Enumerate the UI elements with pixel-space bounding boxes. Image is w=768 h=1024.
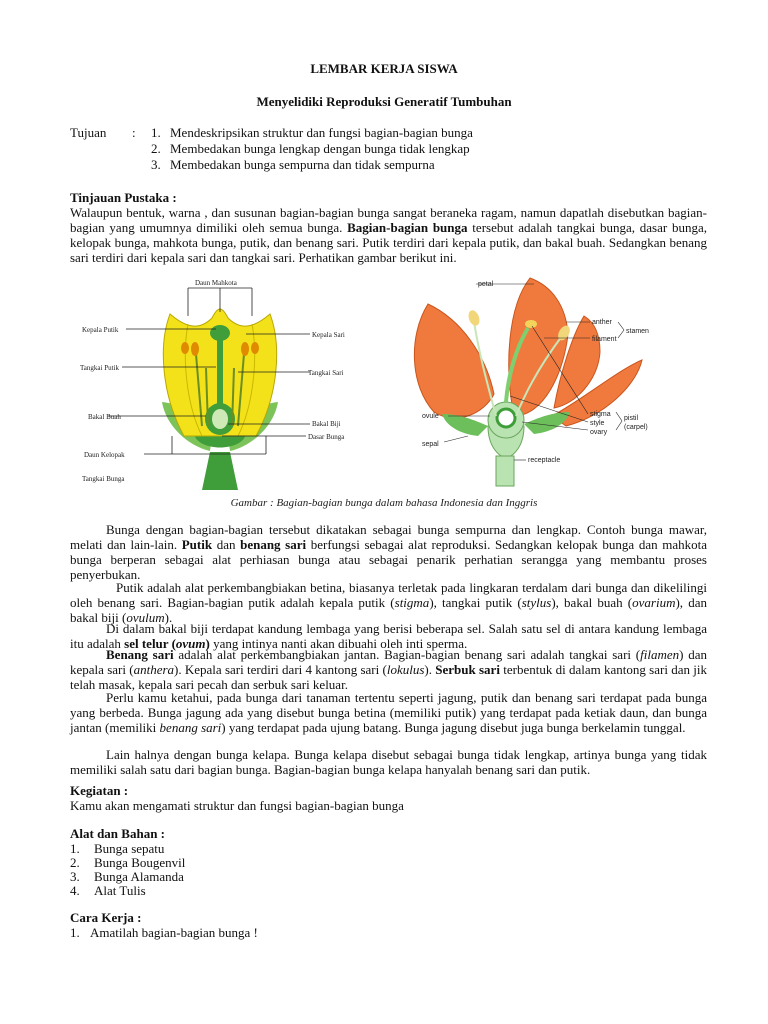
italic-term: filamen <box>640 647 680 662</box>
label-daun-mahkota: Daun Mahkota <box>195 279 237 287</box>
bold-term: Bagian-bagian bunga <box>347 220 468 235</box>
paragraph-benang-sari <box>70 647 707 692</box>
worksheet-subtitle: Menyelidiki Reproduksi Generatif Tumbuhan <box>256 94 512 109</box>
text-span: ), tangkai putik ( <box>429 595 522 610</box>
flower-diagram-indonesian <box>78 276 368 491</box>
text-span: Perlu kamu ketahui, pada bunga dari tanaman tertentu seperti jagung, putik dan benang sari terdapat pada bunga yang berbeda. Bunga jagung ada yang disebut bunga betina (memiliki putik) yang terdapat pada ketiak daun, dan bunga jantan (memiliki <box>70 690 707 735</box>
tinjauan-paragraph <box>70 205 707 265</box>
bold-term: Benang sari <box>106 647 174 662</box>
text-span: ). <box>164 610 173 625</box>
label-dasar-bunga: Dasar Bunga <box>308 433 345 441</box>
tujuan-item-3: Membedakan bunga sempurna dan tidak sempurna <box>170 157 435 172</box>
alat-num-3: 3. <box>70 869 80 884</box>
text-span: Walaupun bentuk, warna , dan susunan bagian-bagian bunga sangat beraneka ragam, namun dapatlah disebutkan bagian-bagian yang umumnya dimiliki oleh semua bunga. <box>70 205 707 235</box>
text-span: berfungsi sebagai alat reproduksi <box>306 537 488 552</box>
label-tangkai-sari: Tangkai Sari <box>308 369 344 377</box>
text-span: dan <box>212 537 241 552</box>
label-kepala-sari: Kepala Sari <box>312 331 345 339</box>
label-filament: filament <box>592 336 617 343</box>
alat-num-4: 4. <box>70 883 80 898</box>
figure-caption: Gambar : Bagian-bagian bunga dalam bahasa Indonesia dan Inggris <box>230 497 538 509</box>
text-span: adalah alat perkembangbiakan jantan. Bagian-bagian benang sari adalah tangkai sari ( <box>173 647 641 662</box>
tujuan-label: Tujuan <box>70 125 107 140</box>
cara-kerja-num-1: 1. <box>70 925 80 940</box>
text-span: ) dan kepala sari ( <box>70 647 707 677</box>
label-bakal-buah: Bakal Buah <box>88 413 121 421</box>
worksheet-title: LEMBAR KERJA SISWA <box>310 61 458 76</box>
paragraph-bunga-sempurna <box>70 522 707 582</box>
alat-heading: Alat dan Bahan : <box>70 826 165 841</box>
italic-term: anthera <box>133 662 175 677</box>
text-span: yang intinya nanti akan dibuahi oleh inti sperma. <box>209 636 468 651</box>
kegiatan-heading: Kegiatan : <box>70 783 129 798</box>
text-span: Putik adalah alat perkembangbiakan betina, biasanya terletak pada lingkaran terdalam dari bunga dan dikelilingi oleh benang sari. Bagian-bagian putik adalah kepala putik ( <box>70 580 707 610</box>
label-carpel: (carpel) <box>624 424 648 431</box>
bold-term: ) <box>205 636 210 651</box>
label-tangkai-bunga: Tangkai Bunga <box>82 475 125 483</box>
text-span: ) yang terdapat pada ujung batang. Bunga jagung disebut juga bunga berkelamin tunggal. <box>221 720 686 735</box>
text-span: ). Kepala sari terdiri dari 4 kantong sari ( <box>174 662 387 677</box>
paragraph-bunga-kelapa: Lain halnya dengan bunga kelapa. Bunga kelapa disebut sebagai bunga tidak lengkap, artinya bunga yang tidak memiliki salah satu dari bagian bunga. Bagian-bagian bunga kelapa hanyalah benang sari dan putik. <box>70 747 707 777</box>
alat-item-3: Bunga Alamanda <box>94 869 184 884</box>
label-bakal-biji: Bakal Biji <box>312 420 341 428</box>
tujuan-num-3: 3. <box>151 157 161 172</box>
italic-term: stigma <box>394 595 430 610</box>
paragraph-putik <box>70 580 707 625</box>
alat-item-4: Alat Tulis <box>94 883 146 898</box>
cara-kerja-heading: Cara Kerja : <box>70 910 142 925</box>
tujuan-num-1: 1. <box>151 125 161 140</box>
tujuan-num-2: 2. <box>151 141 161 156</box>
flower-diagram-english <box>404 276 674 491</box>
text-span: terbentuk di dalam kantong sari dan jik telah masak, kepala sari pecah dan serbuk sari keluar. <box>70 662 707 692</box>
tinjauan-heading: Tinjauan Pustaka : <box>70 190 177 205</box>
tujuan-item-2: Membedakan bunga lengkap dengan bunga tidak lengkap <box>170 141 470 156</box>
bold-term: Serbuk sari <box>435 662 500 677</box>
alat-item-2: Bunga Bougenvil <box>94 855 186 870</box>
text-span: ), dan bakal biji ( <box>70 595 707 625</box>
text-span: . Sedangkan kelopak bunga dan mahkota bunga berperan sebagai alat perhiasan bunga atau sebagai penarik perhatian serangga yang membantu proses penyerbukan. <box>70 537 707 582</box>
text-span: Bunga dengan bagian-bagian tersebut dikatakan sebagai bunga sempurna dan lengkap. Contoh bunga mawar, melati dan lain-lain. <box>70 522 707 552</box>
label-stigma: stigma <box>590 411 611 418</box>
italic-term: stylus <box>521 595 552 610</box>
label-anther: anther <box>592 319 612 326</box>
label-tangkai-putik: Tangkai Putik <box>80 364 119 372</box>
kegiatan-text: Kamu akan mengamati struktur dan fungsi bagian-bagian bunga <box>70 798 404 813</box>
text-span: tersebut adalah tangkai bunga, dasar bunga, kelopak bunga, mahkota bunga, putik, dan benang sari. Putik terdiri dari kepala putik, dan bakal buah. Sedangkan benang sari terdiri dari kepala sari dan tangkai sari. Perhatikan gambar berikut ini. <box>70 220 707 265</box>
label-kepala-putik: Kepala Putik <box>82 326 119 334</box>
bold-term: benang sari <box>240 537 307 552</box>
tujuan-item-1: Mendeskripsikan struktur dan fungsi bagian-bagian bunga <box>170 125 473 140</box>
alat-num-1: 1. <box>70 841 80 856</box>
label-receptacle: receptacle <box>528 457 561 464</box>
label-pistil: pistil <box>624 415 639 422</box>
alat-num-2: 2. <box>70 855 80 870</box>
text-span: Di dalam bakal biji terdapat kandung lembaga yang berisi beberapa sel. Salah satu sel di antara kandung lembaga itu adalah <box>70 621 707 651</box>
italic-term: ovarium <box>632 595 676 610</box>
label-daun-kelopak: Daun Kelopak <box>84 451 125 459</box>
italic-term: ovulum <box>126 610 165 625</box>
bold-term: Putik <box>181 537 213 552</box>
label-stamen: stamen <box>626 328 649 335</box>
label-style: style <box>590 420 605 427</box>
paragraph-bunga-jagung <box>70 690 707 735</box>
text-span: ), bakal buah ( <box>551 595 633 610</box>
label-sepal: sepal <box>422 441 439 448</box>
bold-italic-term: ovum <box>175 636 206 651</box>
italic-term: benang sari <box>159 720 222 735</box>
label-ovary: ovary <box>590 429 608 436</box>
label-ovule: ovule <box>422 413 439 420</box>
cara-kerja-item-1: Amatilah bagian-bagian bunga ! <box>90 925 258 940</box>
bold-term: sel telur ( <box>124 636 176 651</box>
tujuan-colon: : <box>132 125 136 140</box>
label-petal: petal <box>478 281 494 288</box>
alat-item-1: Bunga sepatu <box>94 841 165 856</box>
text-span: ). <box>424 662 436 677</box>
italic-term: lokulus <box>386 662 425 677</box>
